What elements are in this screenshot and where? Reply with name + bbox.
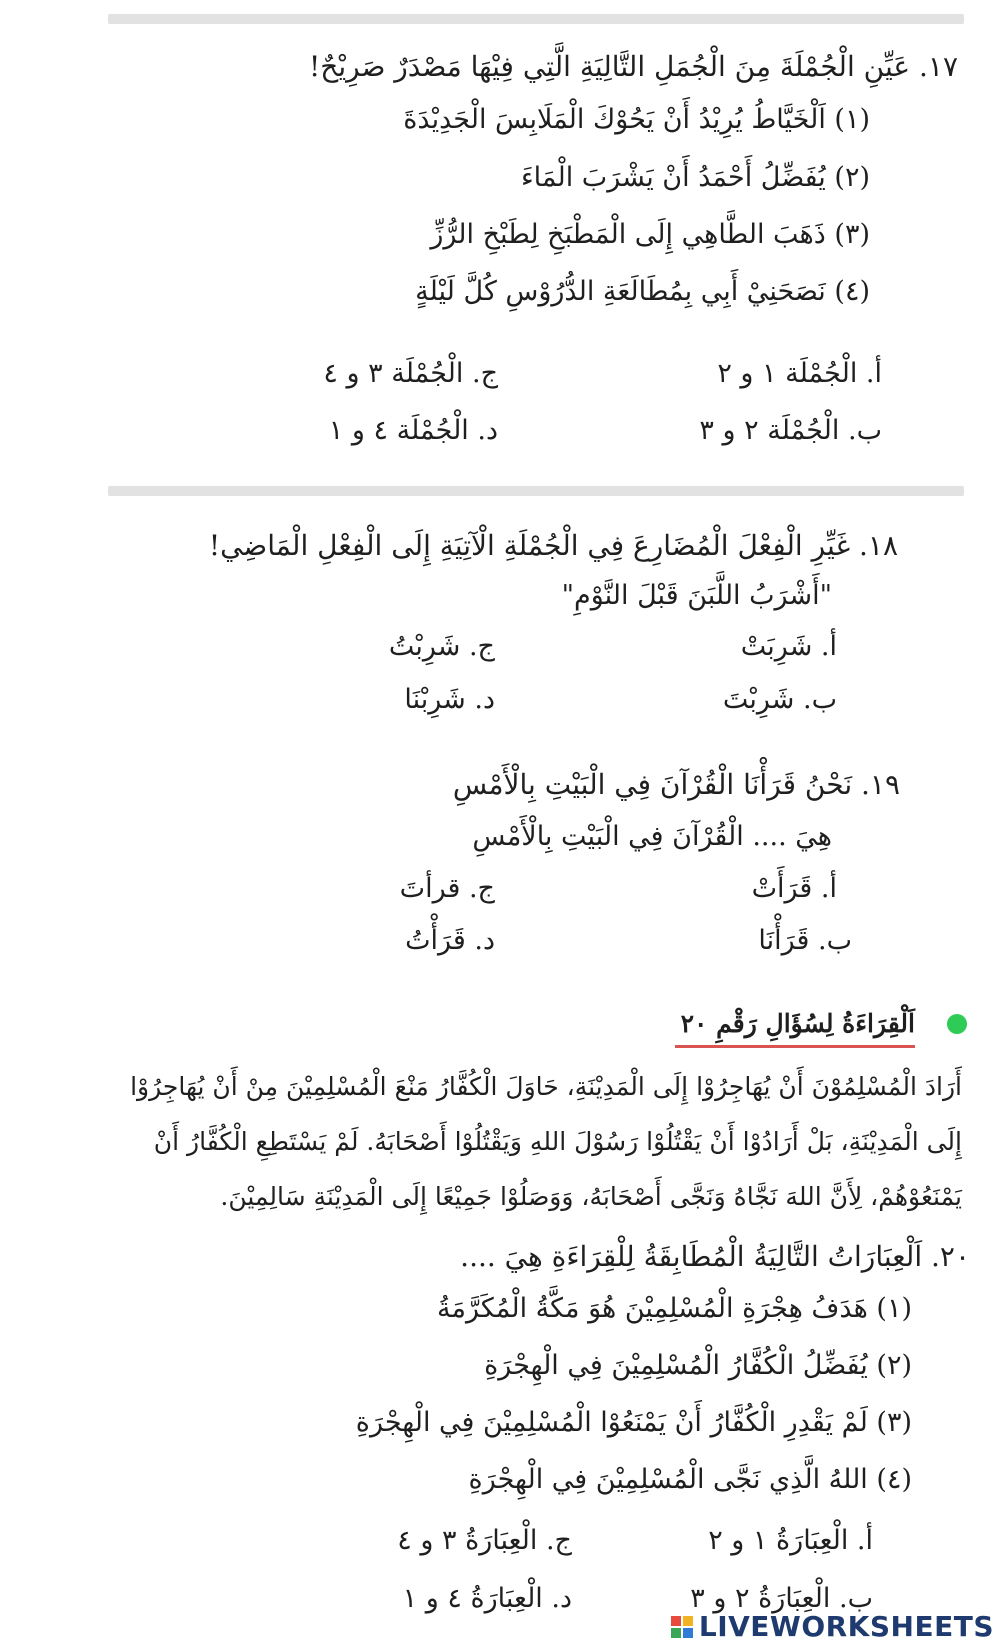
q18-option-a[interactable]: أ. شَرِبَتْ bbox=[740, 631, 837, 662]
q18-stem: ١٨. غَيِّرِ الْفِعْلَ الْمُضَارِعَ فِي الْجُمْلَةِ الْآتِيَةِ إِلَى الْفِعْلِ الْمَاضِي! bbox=[208, 529, 898, 562]
q19-option-b[interactable]: ب. قَرَأْنَا bbox=[758, 925, 852, 956]
q18-quote: "أَشْرَبُ اللَّبَنَ قَبْلَ النَّوْمِ" bbox=[561, 580, 832, 611]
q19-option-c[interactable]: ج. قرأتَ bbox=[399, 873, 495, 904]
reading-line-2: إِلَى الْمَدِيْنَةِ، بَلْ أَرَادُوْا أَنْ يَقْتُلُوْا رَسُوْلَ اللهِ وَيَقْتُلُوْا أَصْحَابَهُ. لَمْ يَسْتَطِعِ الْكُفَّارُ أَنْ bbox=[153, 1127, 962, 1156]
q17-option-d[interactable]: د. الْجُمْلَة ٤ و ١ bbox=[328, 415, 498, 446]
q20-option-b[interactable]: ب. الْعِبَارَةُ ٢ و ٣ bbox=[690, 1583, 873, 1614]
q17-option-c[interactable]: ج. الْجُمْلَة ٣ و ٤ bbox=[323, 358, 498, 389]
q19-stem: ١٩. نَحْنُ قَرَأْنَا الْقُرْآنَ فِي الْبَيْتِ بِالْأَمْسِ bbox=[452, 768, 900, 801]
q17-item-3: (٣) ذَهَبَ الطَّاهِي إِلَى الْمَطْبَخِ لِطَبْخِ الرُّزِّ bbox=[430, 219, 870, 250]
q17-item-2: (٢) يُفَضِّلُ أَحْمَدُ أَنْ يَشْرَبَ الْمَاءَ bbox=[520, 162, 870, 193]
q20-option-c[interactable]: ج. الْعِبَارَةُ ٣ و ٤ bbox=[397, 1525, 572, 1556]
watermark-text: LIVEWORKSHEETS bbox=[698, 1610, 994, 1643]
q20-option-d[interactable]: د. الْعِبَارَةُ ٤ و ١ bbox=[402, 1583, 572, 1614]
q17-option-a[interactable]: أ. الْجُمْلَة ١ و ٢ bbox=[717, 358, 882, 389]
liveworksheets-logo-icon bbox=[671, 1616, 693, 1638]
q20-item-4: (٤) اللهُ الَّذِي نَجَّى الْمُسْلِمِيْنَ فِي الْهِجْرَةِ bbox=[468, 1464, 912, 1495]
q17-item-4: (٤) نَصَحَنِيْ أَبِي بِمُطَالَعَةِ الدُّرُوْسِ كُلَّ لَيْلَةٍ bbox=[415, 276, 870, 307]
q20-item-3: (٣) لَمْ يَقْدِرِ الْكُفَّارُ أَنْ يَمْنَعُوْا الْمُسْلِمِيْنَ فِي الْهِجْرَةِ bbox=[355, 1407, 912, 1438]
heading-underline bbox=[675, 1045, 915, 1048]
q18-option-d[interactable]: د. شَرِبْنَا bbox=[404, 684, 495, 715]
top-divider bbox=[108, 14, 964, 24]
q17-stem: ١٧. عَيِّنِ الْجُمْلَةَ مِنَ الْجُمَلِ التَّالِيَةِ الَّتِي فِيْهَا مَصْدَرٌ صَرِيْحٌ! bbox=[309, 50, 958, 83]
q18-option-b[interactable]: ب. شَرِبْتَ bbox=[722, 684, 837, 715]
q19-option-a[interactable]: أ. قَرَأَتْ bbox=[751, 873, 837, 904]
q19-line2: هِيَ .... الْقُرْآنَ فِي الْبَيْتِ بِالْأَمْسِ bbox=[472, 821, 832, 852]
q20-option-a[interactable]: أ. الْعِبَارَةُ ١ و ٢ bbox=[708, 1525, 873, 1556]
q20-item-2: (٢) يُفَضِّلُ الْكُفَّارُ الْمُسْلِمِيْنَ فِي الْهِجْرَةِ bbox=[484, 1350, 912, 1381]
section-divider bbox=[108, 486, 964, 496]
reading-heading: اَلْقِرَاءَةُ لِسُؤَالِ رَقْمِ ٢٠ bbox=[680, 1009, 915, 1038]
reading-line-1: أَرَادَ الْمُسْلِمُوْنَ أَنْ يُهَاجِرُوْا إِلَى الْمَدِيْنَةِ، حَاوَلَ الْكُفَّارُ مَنْعَ الْمُسْلِمِيْنَ مِنْ أَنْ يُهَاجِرُوْا bbox=[130, 1072, 962, 1101]
bullet-dot-icon bbox=[947, 1014, 967, 1034]
liveworksheets-watermark bbox=[671, 1610, 994, 1643]
reading-line-3: يَمْنَعُوْهُمْ، لِأَنَّ اللهَ نَجَّاهُ وَنَجَّى أَصْحَابَهُ، وَوَصَلُوْا جَمِيْعًا إِلَى الْمَدِيْنَةِ سَالِمِيْنَ. bbox=[220, 1182, 962, 1211]
q17-option-b[interactable]: ب. الْجُمْلَة ٢ و ٣ bbox=[699, 415, 882, 446]
q18-option-c[interactable]: ج. شَرِبْتُ bbox=[388, 631, 495, 662]
q20-item-1: (١) هَدَفُ هِجْرَةِ الْمُسْلِمِيْنَ هُوَ مَكَّةُ الْمُكَرَّمَةُ bbox=[437, 1293, 912, 1324]
q17-item-1: (١) اَلْخَيَّاطُ يُرِيْدُ أَنْ يَحُوْكَ الْمَلَابِسَ الْجَدِيْدَةَ bbox=[403, 104, 870, 135]
q19-option-d[interactable]: د. قَرَأْتُ bbox=[405, 925, 495, 956]
q20-stem: ٢٠. اَلْعِبَارَاتُ التَّالِيَةُ الْمُطَابِقَةُ لِلْقِرَاءَةِ هِيَ .... bbox=[460, 1240, 970, 1273]
